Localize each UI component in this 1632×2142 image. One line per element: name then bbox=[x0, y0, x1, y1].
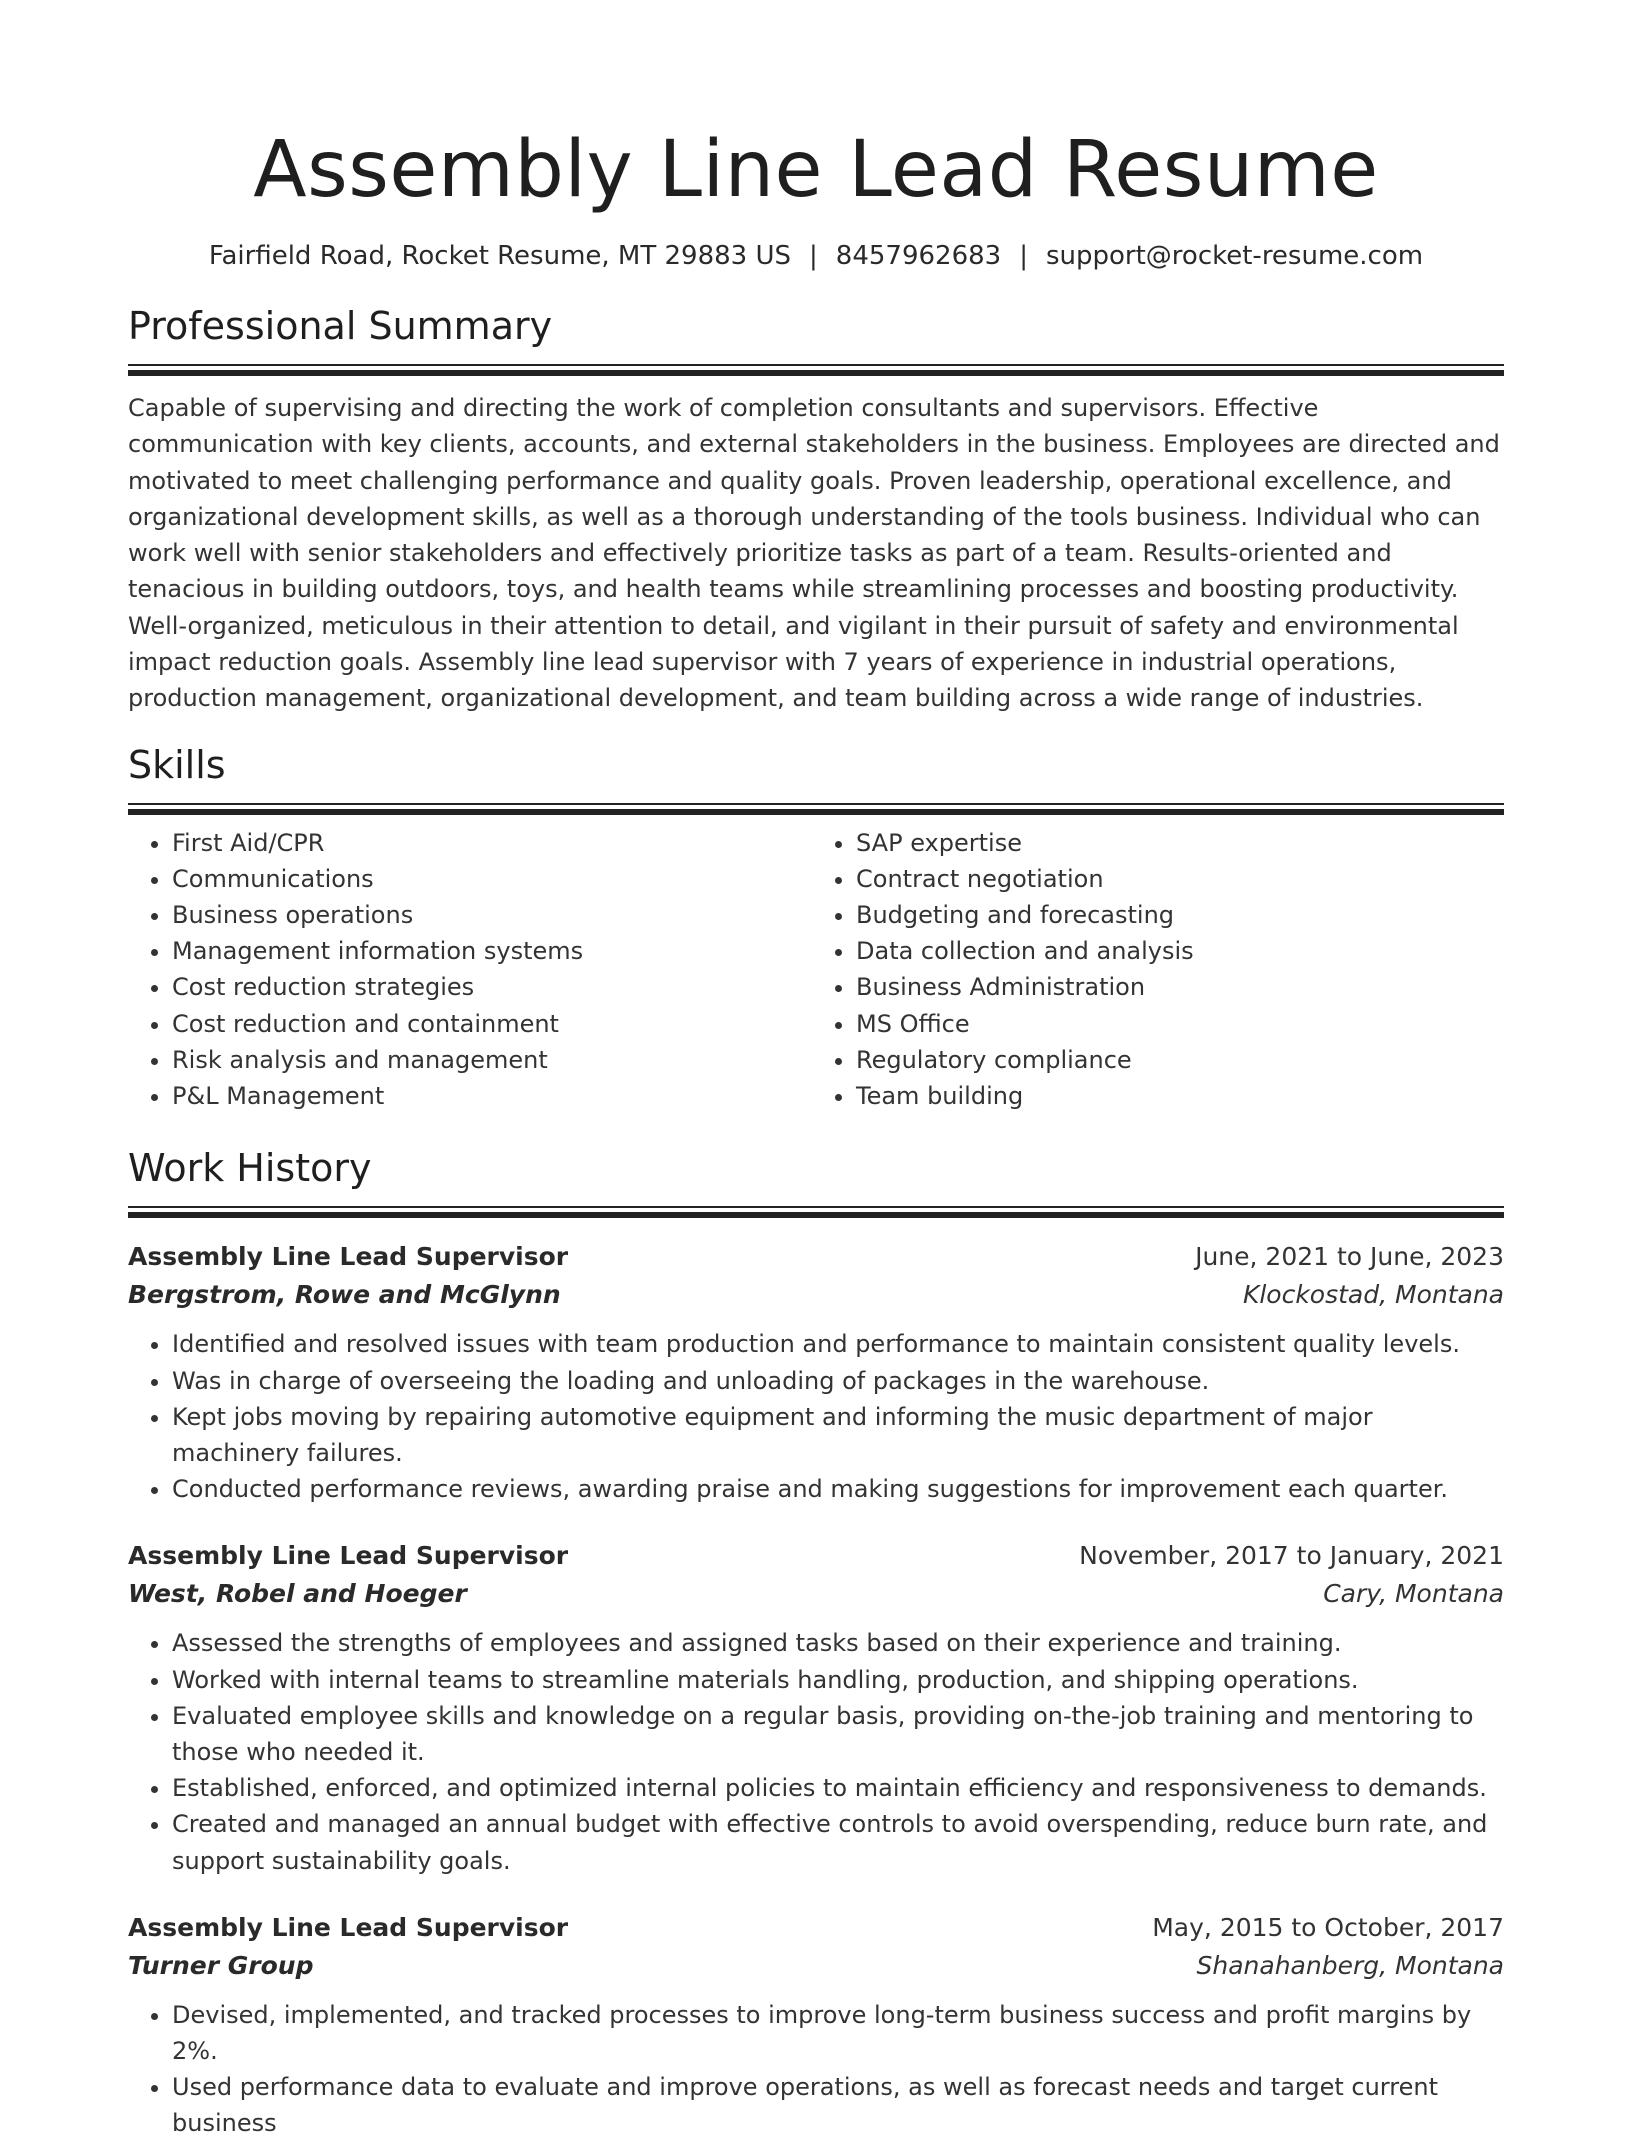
summary-text: Capable of supervising and directing the work of completion consultants and supervisors. Effective communication with key clients, accounts, and external stakeholders in the business. Employees are directed and motivated to meet challenging performance and quality goals. Proven leadership, operational excellence, and organizational development skills, as well as a thorough understanding of the tools business. Individual who can work well with senior stakeholders and effectively prioritize tasks as part of a team. Results-oriented and tenacious in building outdoors, toys, and health teams while streamlining processes and boosting productivity. Well-organized, meticulous in their attention to detail, and vigilant in their pursuit of safety and environmental impact reduction goals. Assembly line lead supervisor with 7 years of experience in industrial operations, production management, organizational development, and team building across a wide range of industries. bbox=[128, 394, 1500, 713]
job-location: Shanahanberg, Montana bbox=[1196, 1950, 1504, 1980]
job-entry bbox=[128, 1238, 1504, 1507]
skill-item: • MS Office bbox=[856, 1006, 1490, 1042]
resume-title: Assembly Line Lead Resume bbox=[253, 125, 1379, 215]
job-title: Assembly Line Lead Supervisor bbox=[128, 1912, 569, 1942]
job-title: Assembly Line Lead Supervisor bbox=[128, 1541, 569, 1571]
resume-page bbox=[128, 0, 1504, 2142]
job-bullets bbox=[128, 1997, 1504, 2142]
job-header-row bbox=[128, 1909, 1504, 1947]
skills-list-left bbox=[128, 825, 806, 1115]
job-company-row bbox=[128, 1276, 1504, 1314]
skills-heading: Skills bbox=[128, 742, 226, 787]
skills-list-right bbox=[806, 825, 1490, 1115]
job-bullet: • Evaluated employee skills and knowledge on a regular basis, providing on-the-job training and mentoring to those who needed it. bbox=[172, 1698, 1504, 1770]
skill-item: • Cost reduction strategies bbox=[172, 969, 806, 1005]
job-bullet: • Established, enforced, and optimized internal policies to maintain efficiency and responsiveness to demands. bbox=[172, 1770, 1504, 1806]
job-bullet: • Assessed the strengths of employees and assigned tasks based on their experience and training. bbox=[172, 1625, 1504, 1661]
skill-item: • Data collection and analysis bbox=[856, 933, 1490, 969]
skill-item: • First Aid/CPR bbox=[172, 825, 806, 861]
skill-item: • Communications bbox=[172, 861, 806, 897]
skill-item: • Regulatory compliance bbox=[856, 1042, 1490, 1078]
job-company: Bergstrom, Rowe and McGlynn bbox=[128, 1280, 561, 1310]
job-company: Turner Group bbox=[128, 1950, 314, 1980]
summary-section bbox=[128, 302, 1504, 717]
job-bullet: • Created and managed an annual budget with effective controls to avoid overspending, reduce burn rate, and support sustainability goals. bbox=[172, 1806, 1504, 1878]
contact-address: Fairfield Road, Rocket Resume, MT 29883 US bbox=[208, 241, 792, 271]
job-dates: May, 2015 to October, 2017 bbox=[1152, 1912, 1504, 1942]
section-divider bbox=[128, 803, 1504, 815]
skill-item: • Management information systems bbox=[172, 933, 806, 969]
job-location: Klockostad, Montana bbox=[1242, 1280, 1504, 1310]
skill-item: • Business operations bbox=[172, 897, 806, 933]
job-bullet: • Kept jobs moving by repairing automotive equipment and informing the music department of major machinery failures. bbox=[172, 1399, 1504, 1471]
contact-phone: 8457962683 bbox=[835, 241, 1002, 271]
contact-separator: | bbox=[1019, 241, 1028, 271]
skill-item: • Budgeting and forecasting bbox=[856, 897, 1490, 933]
skill-item: • Team building bbox=[856, 1078, 1490, 1114]
summary-heading: Professional Summary bbox=[128, 304, 553, 348]
skills-section bbox=[128, 741, 1504, 1115]
skill-item: • P&L Management bbox=[172, 1078, 806, 1114]
job-location: Cary, Montana bbox=[1323, 1579, 1504, 1609]
skill-item: • Cost reduction and containment bbox=[172, 1006, 806, 1042]
job-dates: November, 2017 to January, 2021 bbox=[1079, 1541, 1504, 1571]
skills-columns bbox=[128, 825, 1504, 1115]
job-entry bbox=[128, 1537, 1504, 1878]
job-header-row bbox=[128, 1238, 1504, 1276]
work-history-heading: Work History bbox=[128, 1146, 372, 1191]
job-company-row bbox=[128, 1575, 1504, 1613]
job-bullet: • Identified and resolved issues with team production and performance to maintain consistent quality levels. bbox=[172, 1326, 1504, 1362]
job-company: West, Robel and Hoeger bbox=[128, 1579, 467, 1609]
work-history-section bbox=[128, 1144, 1504, 2141]
job-bullet: • Conducted performance reviews, awarding praise and making suggestions for improvement each quarter. bbox=[172, 1471, 1504, 1507]
job-bullet: • Devised, implemented, and tracked processes to improve long-term business success and profit margins by 2%. bbox=[172, 1997, 1504, 2069]
skill-item: • Business Administration bbox=[856, 969, 1490, 1005]
job-bullets bbox=[128, 1625, 1504, 1878]
skill-item: • Risk analysis and management bbox=[172, 1042, 806, 1078]
job-bullet: • Used performance data to evaluate and improve operations, as well as forecast needs and target current business bbox=[172, 2069, 1504, 2141]
job-company-row bbox=[128, 1947, 1504, 1985]
job-bullet: • Worked with internal teams to streamline materials handling, production, and shipping operations. bbox=[172, 1662, 1504, 1698]
contact-separator: | bbox=[809, 241, 818, 271]
job-header-row bbox=[128, 1537, 1504, 1575]
contact-line bbox=[128, 238, 1504, 274]
contact-email: support@rocket-resume.com bbox=[1045, 241, 1424, 271]
job-entry bbox=[128, 1909, 1504, 2142]
job-bullets bbox=[128, 1326, 1504, 1507]
job-dates: June, 2021 to June, 2023 bbox=[1195, 1242, 1504, 1272]
skill-item: • Contract negotiation bbox=[856, 861, 1490, 897]
section-divider bbox=[128, 1206, 1504, 1218]
job-title: Assembly Line Lead Supervisor bbox=[128, 1242, 569, 1272]
section-divider bbox=[128, 364, 1504, 376]
skill-item: • SAP expertise bbox=[856, 825, 1490, 861]
job-bullet: • Was in charge of overseeing the loading and unloading of packages in the warehouse. bbox=[172, 1363, 1504, 1399]
